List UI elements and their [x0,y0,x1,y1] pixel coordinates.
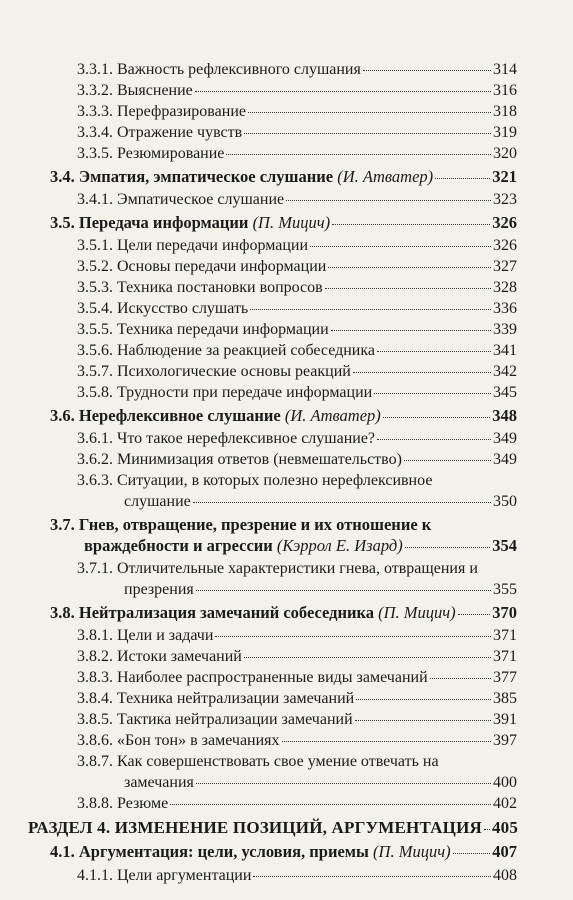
toc-entry-3-8-4: 3.8.4. Техника нейтрализации замечаний 385 [77,690,517,707]
toc-entry-3-8-2: 3.8.2. Истоки замечаний 371 [77,648,517,665]
toc-entry-3-8-1: 3.8.1. Цели и задачи 371 [77,627,517,644]
author: (И. Атватер) [284,406,381,425]
page-number: 336 [493,300,517,317]
page-number: 349 [493,430,517,447]
page-number: 320 [493,145,517,162]
toc-part-4: РАЗДЕЛ 4. ИЗМЕНЕНИЕ ПОЗИЦИЙ, АРГУМЕНТАЦИЯ 405 [28,818,519,837]
toc-entry-3-5-6: 3.5.6. Наблюдение за реакцией собеседника 341 [77,342,517,359]
author: (Кэррол Е. Изард) [276,536,403,555]
toc-section-4-1: 4.1. Аргументация: цели, условия, приемы (П. Мицич) 407 [50,842,517,861]
page-number: 355 [493,581,517,598]
toc-section-3-7-line1: 3.7. Гнев, отвращение, презрение и их отношение к [50,515,432,534]
toc-section-3-5: 3.5. Передача информации (П. Мицич) 326 [50,213,517,232]
page-number: 350 [493,493,517,510]
page-number: 327 [493,258,517,275]
toc-entry-3-3-4: 3.3.4. Отражение чувств 319 [77,124,517,141]
toc-entry-3-3-5: 3.3.5. Резюмирование 320 [77,145,517,162]
toc-entry-3-3-1: 3.3.1. Важность рефлексивного слушания 314 [77,61,517,78]
page-number: 402 [493,795,517,812]
toc-entry-3-5-5: 3.5.5. Техника передачи информации 339 [77,321,517,338]
page-number: 397 [493,732,517,749]
toc-entry-3-6-3-line1: 3.6.3. Ситуации, в которых полезно нерефлексивное [77,472,433,489]
page-number: 319 [493,124,517,141]
toc-entry-3-6-3-line2: слушание 350 [124,493,517,510]
toc-section-3-8: 3.8. Нейтрализация замечаний собеседника (П. Мицич) 370 [50,603,517,622]
author: (П. Мицич) [378,603,456,622]
toc-entry-3-5-2: 3.5.2. Основы передачи информации 327 [77,258,517,275]
page-number: 339 [493,321,517,338]
toc-entry-3-8-7-line1: 3.8.7. Как совершенствовать свое умение отвечать на [77,753,439,770]
page-number: 316 [493,82,517,99]
author: (П. Мицич) [252,213,331,232]
toc-section-3-7-line2: враждебности и агрессии (Кэррол Е. Изард) 354 [84,536,517,555]
page-number: 341 [493,342,517,359]
toc-section-3-6: 3.6. Нерефлексивное слушание (И. Атватер) 348 [50,406,517,425]
page-number: 370 [492,603,517,622]
page-number: 385 [493,690,517,707]
toc-entry-3-7-1-line1: 3.7.1. Отличительные характеристики гнева, отвращения и [77,560,478,577]
page-number: 371 [493,648,517,665]
page-number: 408 [493,867,517,884]
toc-entry-3-4-1: 3.4.1. Эмпатическое слушание 323 [77,191,517,208]
page-number: 326 [493,237,517,254]
page-number: 405 [491,818,519,837]
toc-entry-3-6-2: 3.6.2. Минимизация ответов (невмешательство) 349 [77,451,517,468]
toc-entry-3-6-1: 3.6.1. Что такое нерефлексивное слушание? 349 [77,430,517,447]
toc-entry-3-3-3: 3.3.3. Перефразирование 318 [77,103,517,120]
toc-entry-4-1-1: 4.1.1. Цели аргументации 408 [77,867,517,884]
page-number: 377 [493,669,517,686]
page-number: 391 [493,711,517,728]
author: (И. Атватер) [337,167,434,186]
toc-entry-3-3-2: 3.3.2. Выяснение 316 [77,82,517,99]
toc-section-3-4: 3.4. Эмпатия, эмпатическое слушание (И. Атватер) 321 [50,167,517,186]
toc-entry-3-5-3: 3.5.3. Техника постановки вопросов 328 [77,279,517,296]
page-number: 407 [492,842,517,861]
toc-entry-3-8-6: 3.8.6. «Бон тон» в замечаниях 397 [77,732,517,749]
toc-entry-3-8-3: 3.8.3. Наиболее распространенные виды замечаний 377 [77,669,517,686]
page-number: 371 [493,627,517,644]
page-number: 342 [493,363,517,380]
author: (П. Мицич) [373,842,451,861]
page-number: 323 [493,191,517,208]
page-number: 345 [493,384,517,401]
page-number: 400 [493,774,517,791]
toc-entry-3-5-7: 3.5.7. Психологические основы реакций 342 [77,363,517,380]
page-number: 348 [492,406,517,425]
page-number: 321 [492,167,517,186]
page-number: 326 [492,213,517,232]
page-number: 314 [493,61,517,78]
toc-entry-3-8-8: 3.8.8. Резюме 402 [77,795,517,812]
toc-entry-3-8-7-line2: замечания 400 [124,774,517,791]
toc-entry-3-5-4: 3.5.4. Искусство слушать 336 [77,300,517,317]
page-number: 318 [493,103,517,120]
toc-entry-3-5-1: 3.5.1. Цели передачи информации 326 [77,237,517,254]
toc-entry-3-8-5: 3.8.5. Тактика нейтрализации замечаний 391 [77,711,517,728]
page-number: 349 [493,451,517,468]
toc-entry-3-5-8: 3.5.8. Трудности при передаче информации 345 [77,384,517,401]
page-number: 354 [492,536,517,555]
toc-entry-3-7-1-line2: презрения 355 [124,581,517,598]
page-number: 328 [493,279,517,296]
